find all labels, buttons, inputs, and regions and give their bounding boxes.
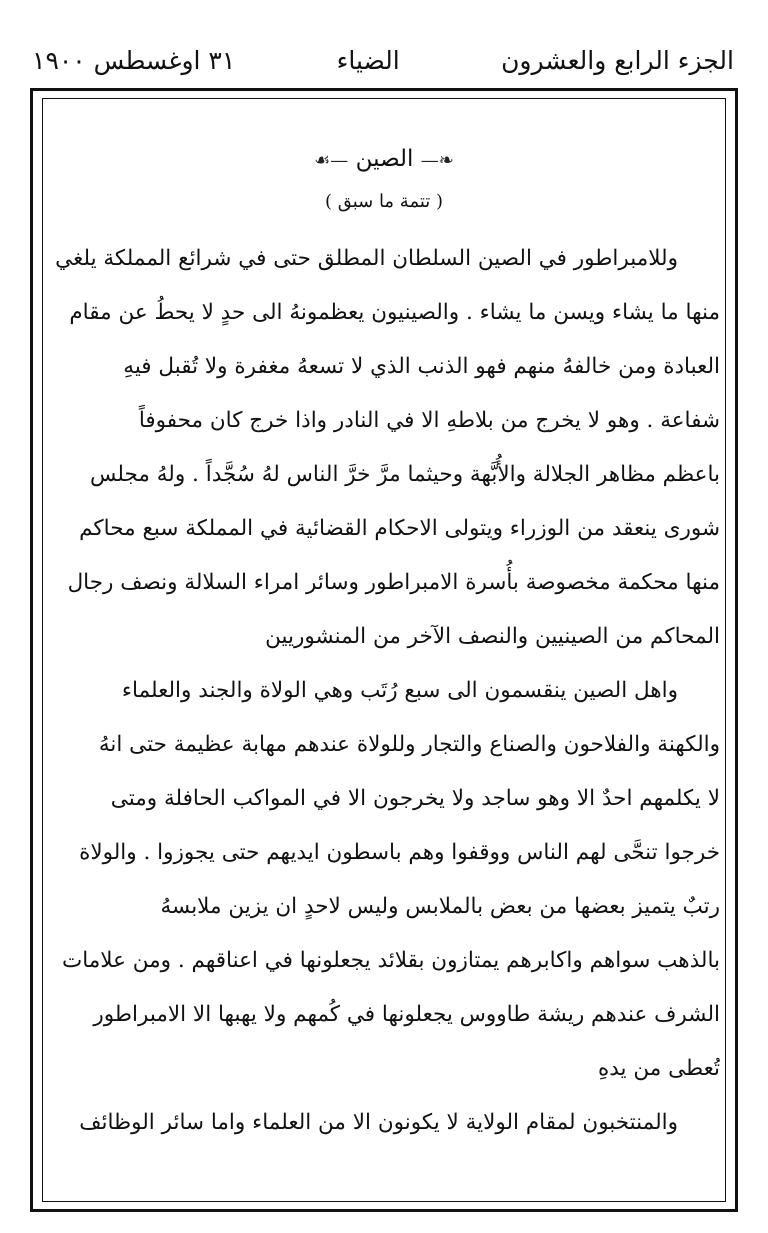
- text-line: والمنتخبون لمقام الولاية لا يكونون الا من العلماء واما سائر الوظائف: [79, 1110, 678, 1135]
- text-line: خرجوا تنحَّى لهم الناس ووقفوا وهم باسطون ايديهم حتى يجوزوا . والولاة: [79, 840, 720, 865]
- text-line: الشرف عندهم ريشة طاووس يجعلونها في كُمهم ولا يهبها الا الامبراطور: [93, 1002, 720, 1027]
- text-line: تُعطى من يدهِ: [598, 1056, 720, 1081]
- text-line: منها ما يشاء ويسن ما يشاء . والصينيون يعظمونهُ الى حدٍ لا يحطُ عن مقام: [69, 300, 720, 325]
- text-line: لا يكلمهم احدٌ الا وهو ساجد ولا يخرجون الا في المواكب الحافلة ومتى: [110, 786, 720, 811]
- text-line: المحاكم من الصينيين والنصف الآخر من المنشوريين: [265, 624, 720, 649]
- text-line: منها محكمة مخصوصة بأُسرة الامبراطور وسائر امراء السلالة ونصف رجال: [67, 570, 720, 595]
- article-title-text: الصين: [355, 146, 414, 172]
- paragraph: [48, 1096, 720, 1150]
- article-subtitle: ( تتمة ما سبق ): [324, 191, 444, 212]
- issue-date: ٣١ اوغسطس ١٩٠٠: [32, 45, 236, 75]
- article-body: [48, 136, 720, 1150]
- text-line: رتبٌ يتميز بعضها من بعض بالملابس وليس لاحدٍ ان يزين ملابسهُ: [160, 894, 720, 919]
- paragraph: [48, 232, 720, 664]
- text-line: واهل الصين ينقسمون الى سبع رُتَب وهي الولاة والجند والعلماء: [121, 678, 678, 703]
- article-title: [48, 136, 720, 182]
- ornament-left: —☙: [314, 150, 349, 171]
- text-line: شفاعة . وهو لا يخرج من بلاطهِ الا في النادر واذا خرج كان محفوفاً: [138, 408, 720, 433]
- text-line: وللامبراطور في الصين السلطان المطلق حتى في شرائع المملكة يلغي: [55, 246, 678, 271]
- running-header: [32, 38, 734, 82]
- paragraph: [48, 664, 720, 1096]
- ornament-right: ❧—: [420, 150, 454, 171]
- text-line: والكهنة والفلاحون والصناع والتجار وللولاة عندهم مهابة عظيمة حتى انهُ: [98, 732, 720, 757]
- text-line: بالذهب سواهم واكابرهم يمتازون بقلائد يجعلونها في اعناقهم . ومن علامات: [61, 948, 720, 973]
- text-line: شورى ينعقد من الوزراء ويتولى الاحكام القضائية في المملكة سبع محاكم: [79, 516, 720, 541]
- journal-name: الضياء: [336, 45, 400, 75]
- text-line: العبادة ومن خالفهُ منهم فهو الذنب الذي لا تسعهُ مغفرة ولا تُقبل فيهِ: [123, 354, 720, 379]
- text-line: باعظم مظاهر الجلالة والأُبَّهة وحيثما مرَّ خرَّ الناس لهُ سُجَّداً . ولهُ مجلس: [90, 462, 720, 487]
- volume-label: الجزء الرابع والعشرون: [501, 45, 734, 75]
